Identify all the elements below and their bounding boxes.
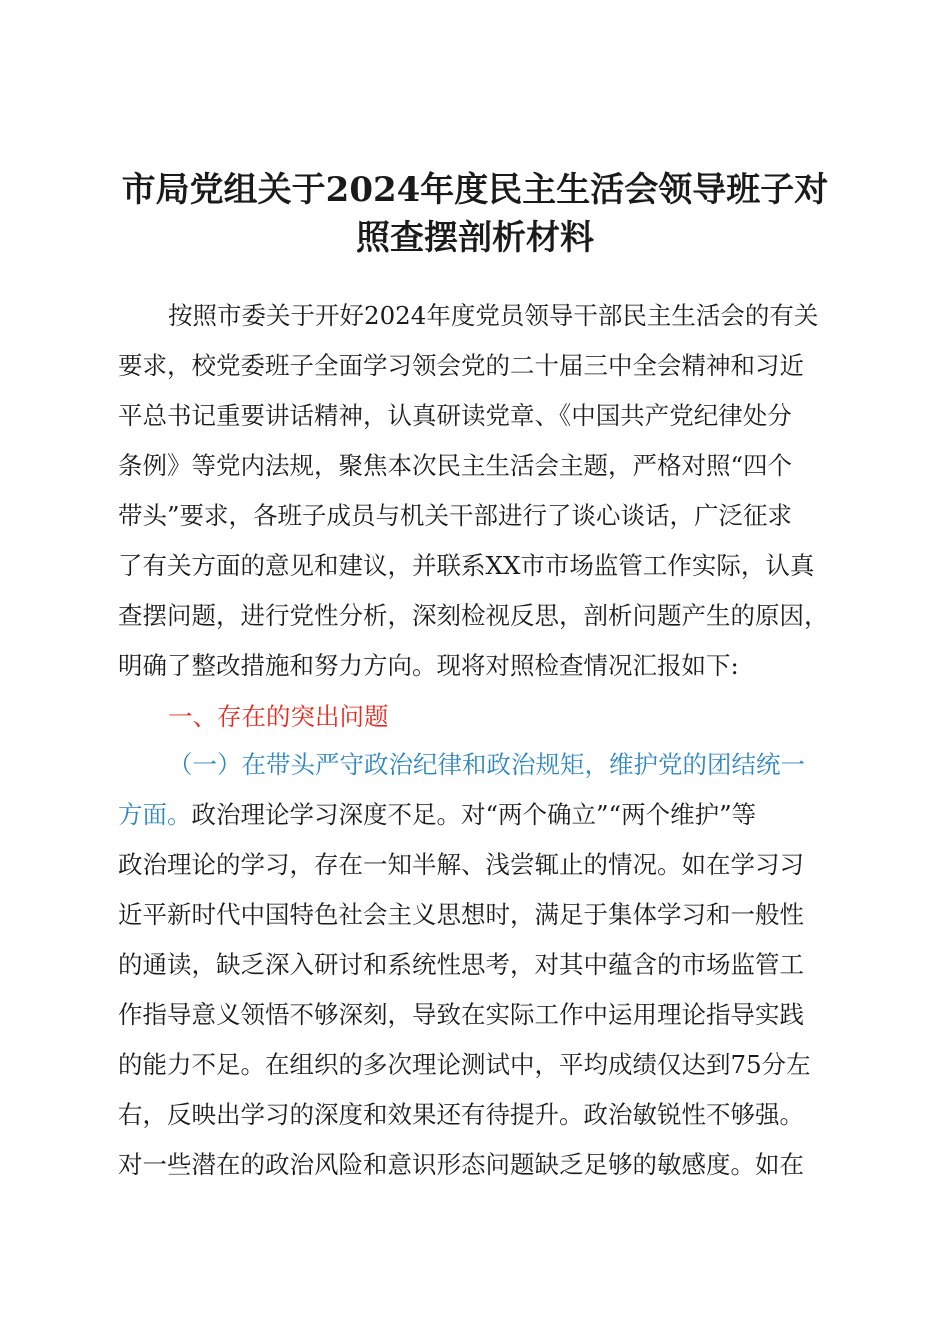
body-paragraph-line: 的通读，缺乏深入研讨和系统性思考，对其中蕴含的市场监管工: [118, 950, 804, 979]
body-paragraph-line: 作指导意义领悟不够深刻，导致在实际工作中运用理论指导实践: [118, 1000, 804, 1029]
subsection-line-2: [118, 796, 756, 831]
intro-paragraph-line: 要求，校党委班子全面学习领会党的二十届三中全会精神和习近: [118, 351, 804, 380]
subsection-heading-tail: 方面。: [118, 800, 192, 829]
intro-paragraph-line: 查摆问题，进行党性分析，深刻检视反思，剖析问题产生的原因，: [118, 601, 829, 630]
subsection-body-start: 政治理论学习深度不足。对“两个确立”“两个维护”等: [191, 800, 757, 829]
section-heading: 一、存在的突出问题: [168, 702, 389, 731]
document-title-line-2: 照查摆剖析材料: [356, 218, 594, 258]
intro-paragraph-line: 平总书记重要讲话精神，认真研读党章、《中国共产党纪律处分: [118, 401, 792, 430]
body-paragraph-line: 对一些潜在的政治风险和意识形态问题缺乏足够的敏感度。如在: [118, 1150, 804, 1179]
subsection-heading-line-1: （一）在带头严守政治纪律和政治规矩，维护党的团结统一: [168, 750, 805, 779]
body-paragraph-line: 右，反映出学习的深度和效果还有待提升。政治敏锐性不够强。: [118, 1100, 804, 1129]
intro-paragraph-line: 带头”要求，各班子成员与机关干部进行了谈心谈话，广泛征求: [118, 501, 793, 530]
body-paragraph-line: 近平新时代中国特色社会主义思想时，满足于集体学习和一般性: [118, 900, 804, 929]
body-paragraph-line: 政治理论的学习，存在一知半解、浅尝辄止的情况。如在学习习: [118, 850, 804, 879]
intro-paragraph-line: 条例》等党内法规，聚焦本次民主生活会主题，严格对照“四个: [118, 451, 793, 480]
intro-paragraph-line: 明确了整改措施和努力方向。现将对照检查情况汇报如下:: [118, 651, 739, 680]
body-paragraph-line: 的能力不足。在组织的多次理论测试中，平均成绩仅达到75分左: [118, 1050, 811, 1079]
intro-paragraph-line: 按照市委关于开好2024年度党员领导干部民主生活会的有关: [168, 301, 819, 330]
intro-paragraph-line: 了有关方面的意见和建议，并联系XX市市场监管工作实际，认真: [118, 551, 815, 580]
document-title-line-1: 市局党组关于2024年度民主生活会领导班子对: [121, 170, 829, 210]
